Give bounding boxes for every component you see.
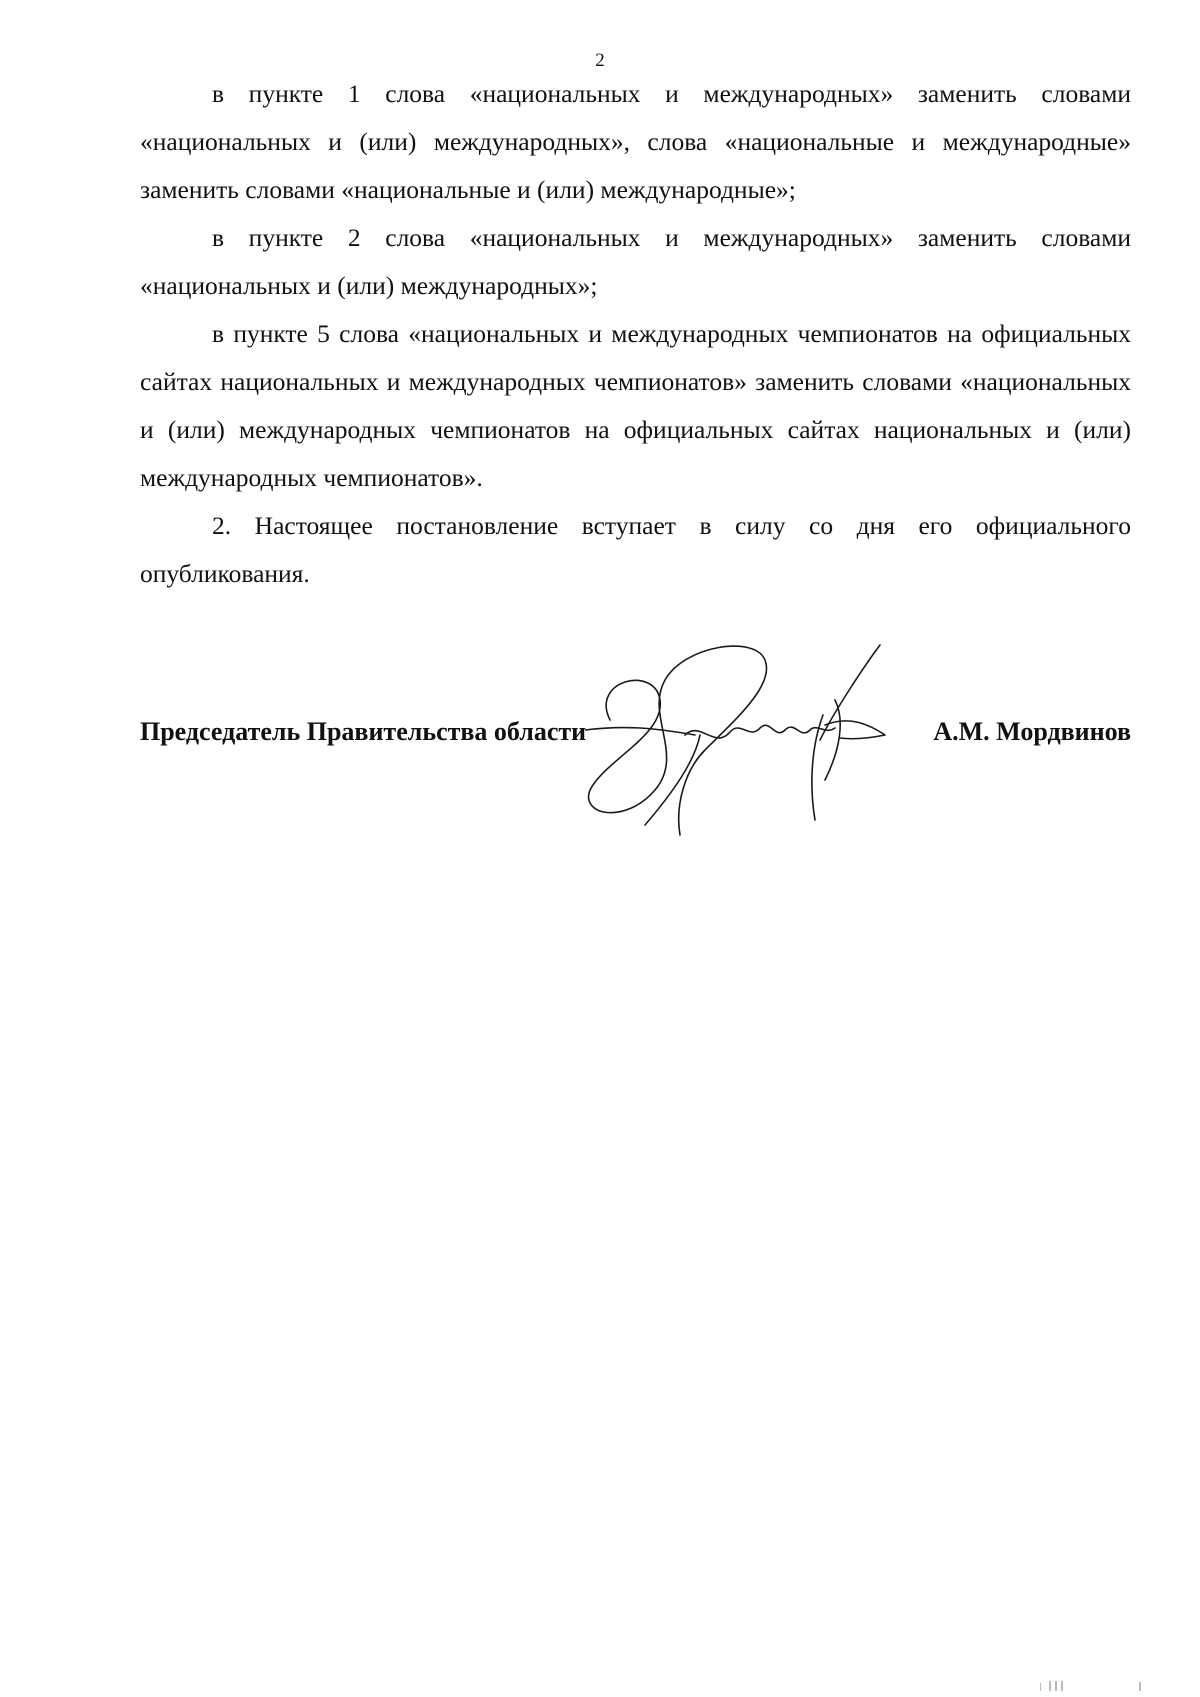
signatory-position: Председатель Правительства области bbox=[140, 717, 587, 746]
signatory-name: А.М. Мордвинов bbox=[933, 717, 1131, 746]
paragraph-clause-1: в пункте 1 слова «национальных и международных» заменить словами «национальных и (или) международных», слова «национальные и международные» заменить словами «национальные и (или) международные»; bbox=[140, 79, 1131, 204]
paragraph-clause-2: в пункте 2 слова «национальных и международных» заменить словами «национальных и (или) международных»; bbox=[140, 223, 1131, 300]
page-number: 2 bbox=[595, 50, 605, 71]
paragraph-effective-date: 2. Настоящее постановление вступает в силу со дня его официального опубликования. bbox=[140, 511, 1131, 588]
document-body bbox=[140, 70, 1131, 598]
signature-line bbox=[140, 712, 1131, 752]
scan-edge-marks bbox=[1040, 1679, 1160, 1693]
paragraph-clause-5: в пункте 5 слова «национальных и международных чемпионатов на официальных сайтах национальных и международных чемпионатов» заменить словами «национальных и (или) международных чемпионатов на официальных сайтах национальных и (или) международных чемпионатов». bbox=[140, 319, 1131, 492]
